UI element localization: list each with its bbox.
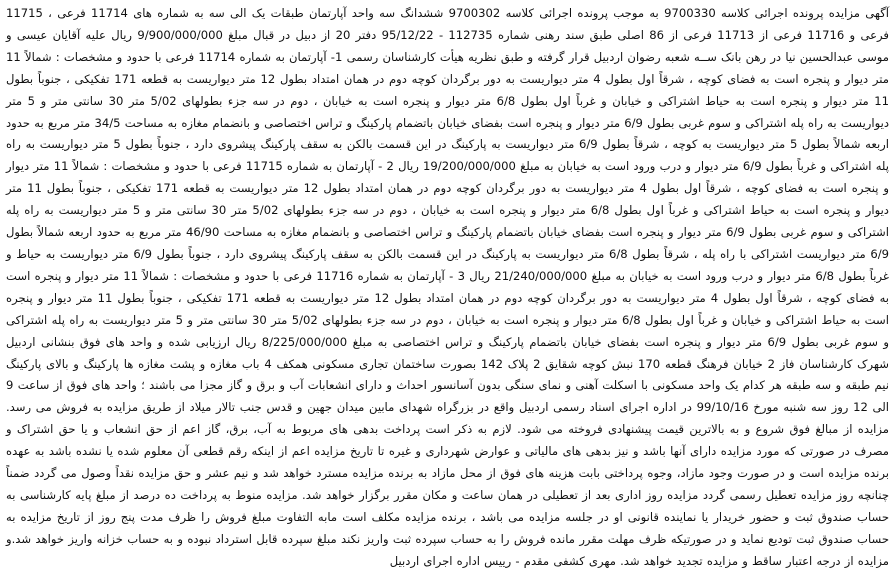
auction-notice-body: آگهی مزایده پرونده اجرائی کلاسه 9700330 به موجب پرونده اجرائی کلاسه 9700302 ششدانگ سه واحد آپارتمان طبقات یک الی سه به شماره های 11714 فرعی ، 11715 فرعی و 11716 فرعی از 11713 فرعی از 86 اصلی طبق سند رهنی شماره 112735 - 95/12/22 دفتر 20 از دبیل در قبال مبلغ 9/900/000/000 ریال علیه آقایان عیسی و موسی عبدالحسین نیا در رهن بانک ســه شعبه رضوان اردبیل قرار گرفته و طبق نظریه هیأت کارشناسان رسمی 1- آپارتمان به شماره 11714 فرعی با حدود و مشخصات : شمالاً 11 متر دیوار و پنجره است به فضای کوچه ، شرقاً اول بطول 4 متر دیواریست به دور برگردان کوچه دوم در همان امتداد بطول 12 متر دیواریست به قطعه 171 تفکیکی ، جنوباً بطول 11 متر دیوار و پنجره است به حیاط اشتراکی و خیابان و غرباً اول بطول 6/8 متر دیوار و پنجره است به خیابان ، دوم در سه جزء بطولهای 5/02 متر 30 سانتی متر و 5 متر دیواریست به راه پله اشتراکی و سوم غربی بطول 6/9 متر دیوار و پنجره است بفضای خیابان باتضمام پارکینگ و تراس اختصاصی و بانضمام مغازه به مساحت 34/5 متر مربع به حدود اربعه شمالاً بطول 5 متر دیواریست به کوچه ، شرقاً بطول 6/9 متر دیواریست به پارکینگ در این قسمت بالکن به سقف پارکینگ پیشروی دارد ، جنوباً بطول 5 متر دیواریست به راه پله اشتراکی و غرباً بطول 6/9 متر دیوار و درب ورود است به خیابان به مبلغ 19/200/000/000 ریال 2 - آپارتمان به شماره 11715 فرعی با حدود و مشخصات : شمالاً 11 متر دیوار و پنجره است به فضای کوچه ، شرقاً اول بطول 4 متر دیواریست به دور برگردان کوچه دوم در همان امتداد بطول 12 متر دیواریست به قطعه 171 تفکیکی ، جنوباً بطول 11 متر دیوار و پنجره است به حیاط اشتراکی و غرباً اول بطول 6/8 متر دیوار و پنجره است به خیابان ، دوم در سه جزء بطولهای 5/02 متر 30 سانتی متر و 5 متر دیواریست به راه پله اشتراکی و سوم غربی بطول 6/9 متر دیوار و پنجره است بفضای خیابان باتضمام پارکینگ و تراس اختصاصی و بانضمام مغازه به مساحت 46/90 متر مربع به حدود اربعه شمالاً بطول 6/9 متر دیواریست اشتراکی با راه پله ، شرقاً بطول 6/8 متر دیواریست به پارکینگ در این قسمت بالکن به سقف پارکینگ پیشروی دارد ، جنوباً بطول 6/9 متر دیواریست به حیاط و غرباً بطول 6/8 متر دیوار و درب ورود است به خیابان به مبلغ 21/240/000/000 ریال 3 - آپارتمان به شماره 11716 فرعی با حدود و مشخصات : شمالاً 11 متر دیوار و پنجره است به فضای کوچه ، شرقاً اول بطول 4 متر دیواریست به دور برگردان کوچه دوم در همان امتداد بطول 12 متر دیواریست به قطعه 171 تفکیکی ، جنوباً بطول 11 متر دیوار و پنجره است به حیاط اشتراکی و خیابان و غرباً اول بطول 6/8 متر دیوار و پنجره است به خیابان ، دوم در سه جزء بطولهای 5/02 متر 30 سانتی متر و 5 متر دیواریست به راه پله اشتراکی و سوم غربی بطول 6/9 متر دیوار و پنجره است بفضای خیابان باتضمام پارکینگ و تراس اختصاصی به مبلغ 8/225/000/000 ریال ارزیابی شده و واحد های فوق بنشانی اردبیل شهرک کارشناسان فاز 2 خیابان فرهنگ قطعه 170 نبش کوچه شقایق 2 پلاک 142 بصورت ساختمان تجاری مسکونی همکف 4 باب مغازه و پشت مغازه ها پارکینگ و بالای پارکینگ نیم طبقه و سه طبقه هر کدام یک واحد مسکونی با اسکلت آهنی و نمای سنگی بدون آسانسور احداث و دارای انشعابات آب و برق و گاز مجزا می باشند ؛ واحد های فوق از ساعت 9 الی 12 روز سه شنبه مورخ 99/10/16 در اداره اجرای اسناد رسمی اردبیل واقع در بزرگراه شهدای مابین میدان جهین و قدس جنب تالار میلاد از طریق مزایده به فروش می رسد. مزایده از مبالغ فوق شروع و به بالاترین قیمت پیشنهادی فروخته می شود. لازم به ذکر است پرداخت بدهی های مربوط به آب، برق، گاز اعم از حق انشعاب و یا حق اشتراک و مصرف در صورتی که مورد مزایده دارای آنها باشد و نیز بدهی های مالیاتی و عوارض شهرداری و غیره تا تاریخ مزایده اعم از اینکه رقم قطعی آن معلوم شده یا نشده باشد به عهده برنده مزایده است و در صورت وجود مازاد، وجوه پرداختی بابت هزینه های فوق از محل مازاد به برنده مزایده مسترد خواهد شد و نیم عشر و حق مزایده نقداً وصول می گردد ضمناً چنانچه روز مزایده تعطیل رسمی گردد مزایده روز اداری بعد از تعطیلی در همان ساعت و مکان مقرر برگزار خواهد شد. مزایده منوط به پرداخت ده درصد از مبلغ پایه کارشناسی به حساب صندوق ثبت و حضور خریدار یا نماینده قانونی او در جلسه مزایده می باشد ، برنده مزایده مکلف است مابه التفاوت مبلغ فروش را ظرف مدت پنج روز از تاریخ مزایده به حساب صندوق ثبت تودیع نماید و در صورتیکه ظرف مهلت مقرر مانده فروش را به حساب سپرده ثبت واریز نکند مبلغ سپرده قابل استرداد نبوده و به حساب خزانه واریز خواهد شد.و مزایده از درجه اعتبار ساقط و مزایده تجدید خواهد شد. مهری کشفی مقدم - رییس اداره اجرای اردبیل	[6, 6, 890, 568]
